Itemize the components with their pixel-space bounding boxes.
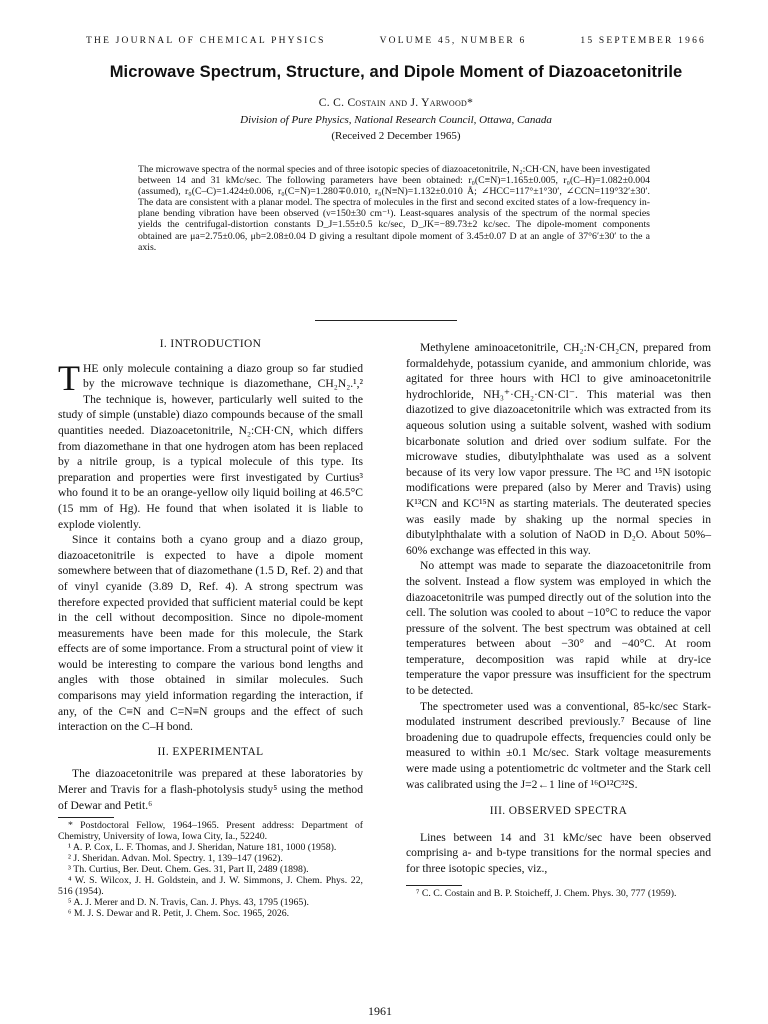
right-column — [406, 340, 711, 899]
experimental-paragraph-2: Methylene aminoacetonitrile, CH₂:N·CH₂CN, prepared from formaldehyde, potassium cyanide, and ammonium chloride, was agitated for three hours with HCl to give aminoacetonitrile hydrochloride, NH₃⁺·CH₂·CN·Cl⁻. This material was then diazotized to give diazoacetonitrile which was extracted from its aqueous solution using a suitable solvent, washed with sodium bicarbonate solution and dried over sodium sulfate. For the microwave studies, dibutylphthalate was used as a solvent because of its very low vapor pressure. The ¹³C and ¹⁵N isotopic modifications were prepared (also by Merer and Travis) using K¹³CN and KC¹⁵N as starting materials. The deuterated species was easily made by shaking up the normal species in dibutylphthalate with a solution of NaOD in D₂O. About 50%–60% exchange was effected in this way. — [406, 341, 711, 557]
paper-title: Microwave Spectrum, Structure, and Dipole Moment of Diazoacetonitrile — [109, 63, 683, 81]
section-heading-experimental: II. EXPERIMENTAL — [157, 745, 264, 758]
journal-name: THE JOURNAL OF CHEMICAL PHYSICS — [86, 36, 326, 46]
received-date: (Received 2 December 1965) — [331, 130, 461, 142]
issue-date: 15 SEPTEMBER 1966 — [580, 36, 706, 46]
footnote: * Postdoctoral Fellow, 1964–1965. Present address: Department of Chemistry, University of Iowa, Iowa City, Ia., 52240. — [58, 820, 363, 843]
left-column — [58, 337, 363, 919]
authors: C. C. Costain and J. Yarwood* — [318, 97, 474, 109]
affiliation: Division of Pure Physics, National Research Council, Ottawa, Canada — [240, 114, 552, 126]
abstract: The microwave spectra of the normal species and of three isotopic species of diazoacetonitrile, N₂:CH·CN, have been investigated between 14 and 31 kMc/sec. The following parameters have been obtained: r₀(C≡N)=1.165±0.005, r₀(C–H)=1.082±0.004 (assumed), r₀(C–C)=1.424±0.006, r₀(C=N)=1.280∓0.010, r₀(N≡N)=1.132±0.010 Å; ∠HCC=117°±1°30′, ∠CCN=119°32′±30′. The data are consistent with a planar model. The spectra of molecules in the first and second excited states of a low-frequency in-plane bending vibration have been observed (ν=150±30 cm⁻¹). Least-squares analysis of the spectrum of the normal species yields the centrifugal-distortion constants D_J=1.55±0.5 kc/sec, D_JK=−89.73±2 kc/sec. The dipole-moment components obtained are μa=2.75±0.06, μb=2.08±0.04 D giving a resultant dipole moment of 3.45±0.07 D at an angle of 37°6′±30′ to the a axis. — [138, 164, 650, 253]
footnotes-right — [406, 888, 711, 899]
drop-cap: T — [58, 357, 80, 398]
footnote: ⁴ W. S. Wilcox, J. H. Goldstein, and J. W. Simmons, J. Chem. Phys. 22, 516 (1954). — [58, 875, 363, 898]
footnote: ² J. Sheridan. Advan. Mol. Spectry. 1, 139–147 (1962). — [68, 853, 283, 865]
page-number: 1961 — [368, 1004, 392, 1018]
footnote: ⁵ A. J. Merer and D. N. Travis, Can. J. Phys. 43, 1795 (1965). — [68, 897, 309, 909]
footnote-rule — [406, 885, 462, 886]
section-heading-observed-spectra: III. OBSERVED SPECTRA — [489, 805, 628, 818]
section-divider — [315, 320, 457, 321]
experimental-paragraph-3: No attempt was made to separate the diazoacetonitrile from the solvent. Instead a flow system was employed in which the diazoacetonitrile was pumped directly out of the solution into the cell. The solution was cooled to about −10°C to reduce the vapor pressure of the solvent. The best spectrum was obtained at cell temperatures between about −30° and −40°C. At room temperature, decomposition was rapid while at dry-ice temperature the vapor pressure was insufficient for the spectrum to be detected. — [406, 559, 711, 698]
volume-number: VOLUME 45, NUMBER 6 — [379, 36, 527, 46]
footnote: ⁶ M. J. S. Dewar and R. Petit, J. Chem. Soc. 1965, 2026. — [68, 908, 290, 920]
footnotes-left — [58, 820, 363, 919]
running-head — [86, 36, 706, 46]
experimental-paragraph-1: The diazoacetonitrile was prepared at these laboratories by Merer and Travis for a flash-photolysis study⁵ using the method of Dewar and Petit.⁶ — [58, 767, 363, 812]
intro-paragraph-1 — [58, 357, 363, 533]
footnote: ¹ A. P. Cox, L. F. Thomas, and J. Sheridan, Nature 181, 1000 (1958). — [68, 842, 337, 854]
footnote: ⁷ C. C. Costain and B. P. Stoicheff, J. Chem. Phys. 30, 777 (1959). — [416, 887, 677, 899]
footnote-rule — [58, 817, 114, 818]
footnote: ³ Th. Curtius, Ber. Deut. Chem. Ges. 31, Part II, 2489 (1898). — [68, 864, 309, 876]
observed-paragraph-1: Lines between 14 and 31 kMc/sec have been observed comprising a- and b-type transitions for the normal species and for three isotopic species, viz., — [406, 830, 711, 875]
intro-paragraph-2: Since it contains both a cyano group and a diazo group, diazoacetonitrile is expected to have a dipole moment somewhere between that of diazomethane (1.5 D, Ref. 2) and that of vinyl cyanide (3.89 D, Ref. 4). A strong spectrum was therefore expected provided that sufficient material could be kept in the cell without decomposition. Since no dipole-moment measurements have been made for this molecule, the Stark effects are of some importance. From a structural point of view it would be interesting to compare the various bond lengths and angles with those obtained in similar molecules. Such comparisons may yield information regarding the interaction, if any, of the C≡N and C=N≡N groups and the effect of such interaction on the C–H bond. — [58, 533, 363, 734]
intro-paragraph-1-text: HE only molecule containing a diazo group so far studied by the microwave technique is diazomethane, CH₂N₂.¹,² The technique is, however, particularly well suited to the study of simple (unstable) diazo compounds because of the small quantities needed. Diazoacetonitrile, N₂:CH·CN, which differs from diazomethane in that one hydrogen atom has been replaced by a nitrile group, is a typical molecule of this type. Its preparation and properties were first investigated by Curtius³ who found it to be an orange-yellow oily liquid boiling at 46.5°C (15 mm of Hg). He found that when isolated it is liable to explode violently. — [58, 361, 363, 531]
experimental-paragraph-4: The spectrometer used was a conventional, 85-kc/sec Stark-modulated instrument described previously.⁷ Because of line broadening due to quadrupole effects, frequencies could only be measured to within ±0.1 Mc/sec. Stark voltage measurements were made using a potentiometric dc voltmeter and the Stark cell was calibrated using the J=2←1 line of ¹⁶O¹²C³²S. — [406, 699, 711, 791]
section-heading-introduction: I. INTRODUCTION — [159, 338, 262, 350]
